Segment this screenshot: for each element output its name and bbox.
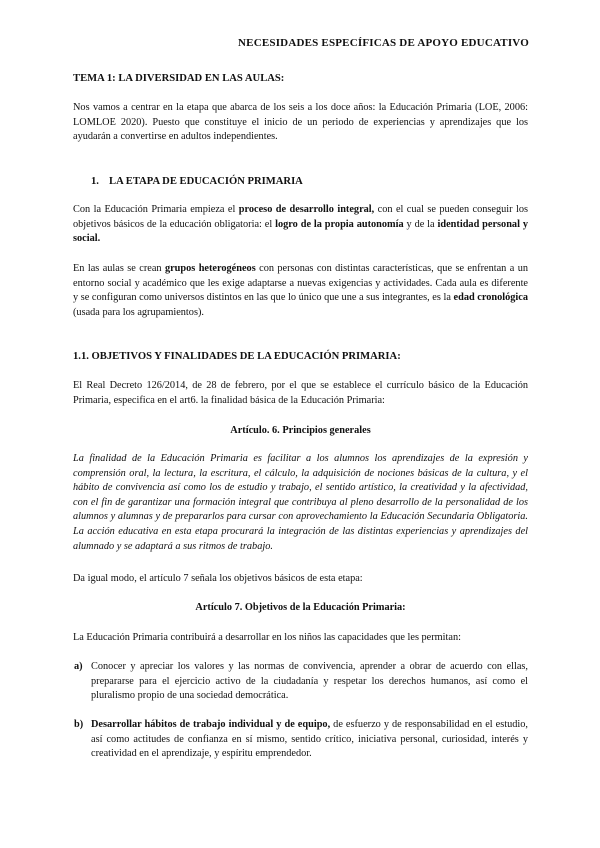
list-item-a [74, 660, 528, 704]
list-marker: a) [74, 661, 83, 672]
section-1-heading [91, 175, 546, 190]
text-run: con personas con distintas características, que se enfrentan a un entorno social y académico que les exige adaptarse a nuevas exigencias y actividades. Cada aula es diferente y se configuran como universos distintos en las que lo único que une a sus integrantes, es la [73, 263, 528, 304]
article-7-title: Artículo 7. Objetivos de la Educación Primaria: [195, 602, 406, 613]
paragraph-aulas [73, 262, 528, 320]
text-run: y de la [403, 218, 438, 230]
section-1-number: 1. [91, 176, 99, 187]
section-1-title: LA ETAPA DE EDUCACIÓN PRIMARIA [109, 176, 303, 187]
list-marker: b) [74, 719, 84, 730]
list-item-text: de esfuerzo y de responsabilidad en el estudio, así como actitudes de confianza en sí mismo, sentido crítico, iniciativa personal, curiosidad, interés y creatividad en el aprendizaje, y espíritu emprendedor. [91, 719, 528, 760]
intro-paragraph: Nos vamos a centrar en la etapa que abarca de los seis a los doce años: la Educación Primaria (LOE, 2006: LOMLOE 2020). Puesto que constituye el inicio de un periodo de experiencias y aprendizajes que los ayudarán a convertirse en adultos independientes. [73, 102, 528, 143]
article-6-quote: La finalidad de la Educación Primaria es facilitar a los alumnos los aprendizajes de la expresión y comprensión oral, la lectura, la escritura, el cálculo, la adquisición de nociones básicas de la cultura, y el hábito de convivencia así como los de estudio y trabajo, el sentido artístico, la creatividad y la afectividad, con el fin de garantizar una formación integral que contribuya al pleno desarrollo de la personalidad de los alumnos y alumnas y de prepararlos para cursar con aprovechamiento la Educación Secundaria Obligatoria. La acción educativa en esta etapa procurará la integración de las distintas experiencias y aprendizajes del alumnado y se adaptará a sus ritmos de trabajo. [73, 453, 528, 552]
list-item-bold-text: Desarrollar hábitos de trabajo individual y de equipo, [91, 719, 331, 730]
bold-run: edad cronológica [453, 292, 529, 304]
bold-run: grupos heterogéneos [164, 263, 256, 274]
text-run: (usada para los agrupamientos). [73, 306, 204, 318]
text-run: En las aulas se crean [73, 263, 165, 274]
paragraph-articulo-7: Da igual modo, el artículo 7 señala los objetivos básicos de esta etapa: [73, 573, 363, 584]
text-run: Con la Educación Primaria empieza el [73, 204, 239, 215]
paragraph-real-decreto: El Real Decreto 126/2014, de 28 de febrero, por el que se establece el currículo básico de la Educación Primaria, especifica en el art6. la finalidad básica de la Educación Primaria: [73, 380, 528, 406]
page-header: NECESIDADES ESPECÍFICAS DE APOYO EDUCATIVO [238, 37, 529, 49]
tema-title: TEMA 1: LA DIVERSIDAD EN LAS AULAS: [73, 73, 285, 84]
text-run: con el cual se pueden conseguir los objetivos básicos de la educación obligatoria: el [73, 204, 529, 230]
bold-run: logro de la propia autonomía [275, 218, 404, 230]
section-1-1-heading: 1.1. OBJETIVOS Y FINALIDADES DE LA EDUCACIÓN PRIMARIA: [73, 351, 401, 362]
bold-run: proceso de desarrollo integral, [238, 204, 375, 215]
article-6-title: Artículo. 6. Principios generales [230, 425, 371, 436]
list-item-text: Conocer y apreciar los valores y las normas de convivencia, aprender a obrar de acuerdo con ellas, prepararse para el ejercicio activo de la ciudadanía y respetar los derechos humanos, así como el pluralismo propio de una sociedad democrática. [91, 661, 528, 702]
bold-run: identidad personal y social. [73, 218, 528, 245]
list-item-b [74, 718, 528, 762]
paragraph-etapa [73, 203, 528, 247]
paragraph-capacidades: La Educación Primaria contribuirá a desarrollar en los niños las capacidades que les permitan: [73, 632, 461, 643]
